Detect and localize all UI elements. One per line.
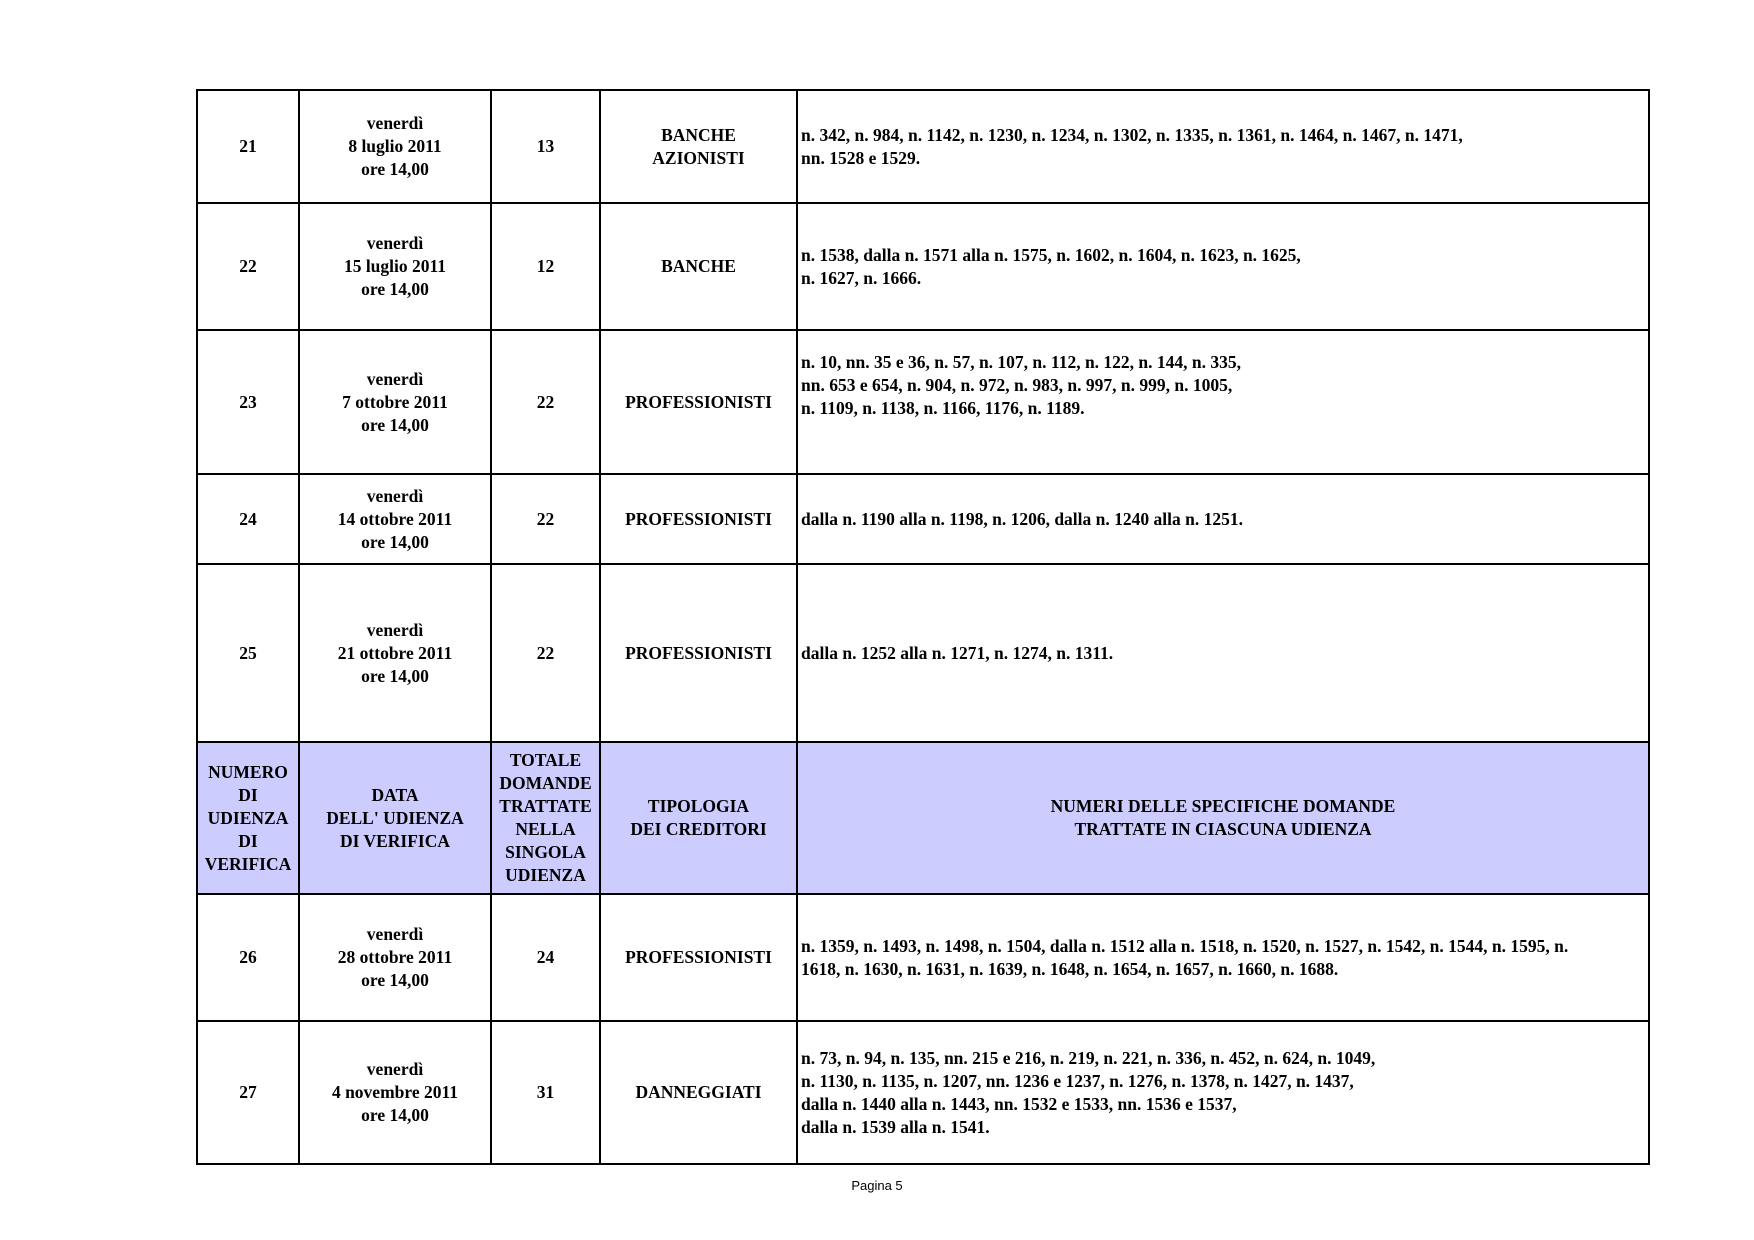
creditor-type (600, 564, 797, 742)
header-line: TRATTATE IN CIASCUNA UDIENZA (1074, 819, 1372, 839)
hearing-date (299, 564, 491, 742)
hearing-day: venerdì (366, 233, 424, 253)
hearing-time: ore 14,00 (361, 531, 429, 552)
claim-numbers-line: n. 1130, n. 1135, n. 1207, nn. 1236 e 1237, n. 1276, n. 1378, n. 1427, n. 1437, (801, 1070, 1354, 1091)
claim-numbers-line: dalla n. 1440 alla n. 1443, nn. 1532 e 1533, nn. 1536 e 1537, (801, 1093, 1237, 1114)
hearing-time: ore 14,00 (361, 1105, 429, 1125)
header-total-claims (491, 742, 600, 894)
hearing-date-text: 21 ottobre 2011 (337, 642, 453, 663)
header-line: DELL' UDIENZA (326, 807, 464, 828)
hearing-day: venerdì (366, 1059, 424, 1079)
claim-numbers-line: nn. 653 e 654, n. 904, n. 972, n. 983, n. 997, n. 999, n. 1005, (801, 375, 1233, 395)
table-row (197, 564, 1649, 742)
hearing-day: venerdì (366, 485, 424, 506)
claim-numbers-line: dalla n. 1190 alla n. 1198, n. 1206, dalla n. 1240 alla n. 1251. (801, 508, 1243, 529)
claim-numbers (797, 90, 1649, 203)
header-line: DI (238, 784, 258, 805)
hearing-time: ore 14,00 (361, 279, 429, 299)
hearing-number: 21 (197, 90, 299, 203)
claim-numbers-line: n. 1538, dalla n. 1571 alla n. 1575, n. 1602, n. 1604, n. 1623, n. 1625, (801, 244, 1301, 265)
hearing-day: venerdì (366, 368, 424, 389)
claim-numbers (797, 894, 1649, 1021)
header-line: SINGOLA (505, 842, 586, 862)
total-claims: 31 (491, 1021, 600, 1164)
claim-numbers (797, 330, 1649, 474)
hearing-date (299, 203, 491, 330)
claim-numbers (797, 1021, 1649, 1164)
hearing-time: ore 14,00 (361, 970, 429, 990)
hearing-time: ore 14,00 (361, 159, 429, 179)
total-claims: 22 (491, 474, 600, 564)
creditor-type-line: BANCHE (661, 124, 736, 145)
creditor-type (600, 330, 797, 474)
header-line: NUMERO (208, 761, 288, 782)
hearing-time: ore 14,00 (361, 414, 429, 435)
claim-numbers-line: dalla n. 1252 alla n. 1271, n. 1274, n. 1311. (801, 642, 1114, 663)
header-creditor-type (600, 742, 797, 894)
creditor-type (600, 90, 797, 203)
creditor-type-line: AZIONISTI (652, 147, 745, 168)
hearing-day: venerdì (366, 924, 424, 944)
hearing-date-text: 28 ottobre 2011 (337, 947, 453, 967)
total-claims: 22 (491, 564, 600, 742)
hearing-number: 26 (197, 894, 299, 1021)
header-hearing-date (299, 742, 491, 894)
claim-numbers-line: 1618, n. 1630, n. 1631, n. 1639, n. 1648, n. 1654, n. 1657, n. 1660, n. 1688. (801, 958, 1339, 979)
claim-numbers-line: n. 1359, n. 1493, n. 1498, n. 1504, dalla n. 1512 alla n. 1518, n. 1520, n. 1527, n. 1542, n. 1544, n. 1595, n. (801, 935, 1569, 956)
table-row (197, 894, 1649, 1021)
hearing-day: venerdì (366, 619, 424, 640)
header-line: UDIENZA (207, 807, 289, 828)
table-row (197, 1021, 1649, 1164)
header-hearing-number (197, 742, 299, 894)
creditor-type (600, 203, 797, 330)
header-line: NELLA (515, 819, 576, 839)
creditor-type (600, 894, 797, 1021)
table-row (197, 330, 1649, 474)
header-line: UDIENZA (505, 865, 586, 885)
hearing-number: 24 (197, 474, 299, 564)
header-claim-numbers (797, 742, 1649, 894)
table-body (197, 90, 1649, 1164)
hearing-date-text: 4 novembre 2011 (331, 1082, 459, 1102)
hearing-date (299, 330, 491, 474)
hearing-number: 23 (197, 330, 299, 474)
hearing-number: 22 (197, 203, 299, 330)
table-header-row (197, 742, 1649, 894)
creditor-type (600, 1021, 797, 1164)
claim-numbers (797, 474, 1649, 564)
total-claims: 12 (491, 203, 600, 330)
hearing-day: venerdì (366, 113, 424, 133)
creditor-type-line: PROFESSIONISTI (625, 508, 772, 529)
header-line: TRATTATE (499, 796, 592, 816)
hearing-date (299, 474, 491, 564)
header-line: DATA (371, 784, 419, 805)
table-row (197, 90, 1649, 203)
total-claims: 13 (491, 90, 600, 203)
header-line: DOMANDE (499, 773, 592, 793)
claim-numbers-line: n. 342, n. 984, n. 1142, n. 1230, n. 1234, n. 1302, n. 1335, n. 1361, n. 1464, n. 1467, n. 1471, (801, 124, 1463, 145)
creditor-type-line: BANCHE (661, 256, 736, 276)
page-footer: Pagina 5 (851, 1178, 903, 1193)
hearing-date-text: 7 ottobre 2011 (342, 391, 448, 412)
header-line: NUMERI DELLE SPECIFICHE DOMANDE (1050, 796, 1396, 816)
table-row (197, 203, 1649, 330)
claim-numbers (797, 203, 1649, 330)
claim-numbers-line: n. 1627, n. 1666. (801, 267, 922, 288)
header-line: DI VERIFICA (339, 830, 451, 851)
creditor-type-line: PROFESSIONISTI (625, 391, 772, 412)
hearing-date (299, 90, 491, 203)
claim-numbers-line: n. 73, n. 94, n. 135, nn. 215 e 216, n. 219, n. 221, n. 336, n. 452, n. 624, n. 1049, (801, 1047, 1376, 1068)
creditor-type (600, 474, 797, 564)
total-claims: 22 (491, 330, 600, 474)
claim-numbers-line: n. 10, nn. 35 e 36, n. 57, n. 107, n. 112, n. 122, n. 144, n. 335, (801, 352, 1242, 372)
hearing-date-text: 14 ottobre 2011 (337, 508, 453, 529)
creditor-type-line: DANNEGGIATI (635, 1082, 762, 1102)
claim-numbers-line: nn. 1528 e 1529. (801, 147, 921, 168)
hearing-date-text: 15 luglio 2011 (343, 256, 447, 276)
hearing-number: 25 (197, 564, 299, 742)
header-line: VERIFICA (204, 853, 292, 874)
creditor-type-line: PROFESSIONISTI (625, 642, 772, 663)
hearing-date-text: 8 luglio 2011 (348, 136, 442, 156)
header-line: DEI CREDITORI (630, 819, 767, 839)
hearing-time: ore 14,00 (361, 665, 429, 686)
creditor-type-line: PROFESSIONISTI (625, 947, 772, 967)
header-line: TIPOLOGIA (647, 796, 750, 816)
claim-numbers-line: dalla n. 1539 alla n. 1541. (801, 1116, 990, 1137)
header-line: DI (238, 830, 258, 851)
table-row (197, 474, 1649, 564)
hearings-table (196, 89, 1650, 1165)
claim-numbers-line: n. 1109, n. 1138, n. 1166, 1176, n. 1189. (801, 398, 1085, 418)
total-claims: 24 (491, 894, 600, 1021)
claim-numbers (797, 564, 1649, 742)
header-line: TOTALE (509, 750, 582, 770)
hearing-date (299, 894, 491, 1021)
hearing-date (299, 1021, 491, 1164)
hearing-number: 27 (197, 1021, 299, 1164)
